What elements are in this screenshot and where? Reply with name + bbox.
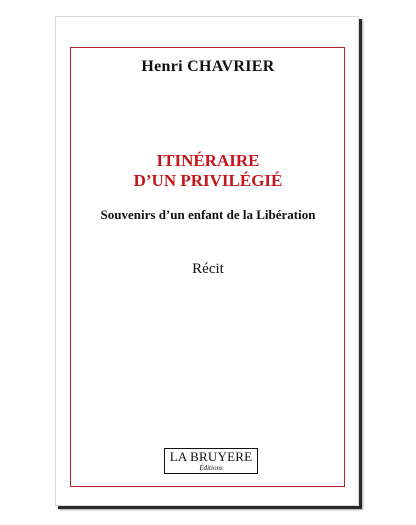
book-title xyxy=(56,151,360,191)
book-cover xyxy=(55,16,359,506)
book-genre: Récit xyxy=(192,261,224,277)
publisher-logo xyxy=(164,448,258,474)
book-subtitle: Souvenirs d’un enfant de la Libération xyxy=(100,207,316,222)
publisher-name: LA BRUYERE xyxy=(169,449,253,464)
title-line-2: D’UN PRIVILÉGIÉ xyxy=(133,171,283,190)
title-line-1: ITINÉRAIRE xyxy=(156,151,260,170)
publisher-subtitle: Éditions xyxy=(199,464,223,472)
author-name: Henri CHAVRIER xyxy=(141,58,275,75)
